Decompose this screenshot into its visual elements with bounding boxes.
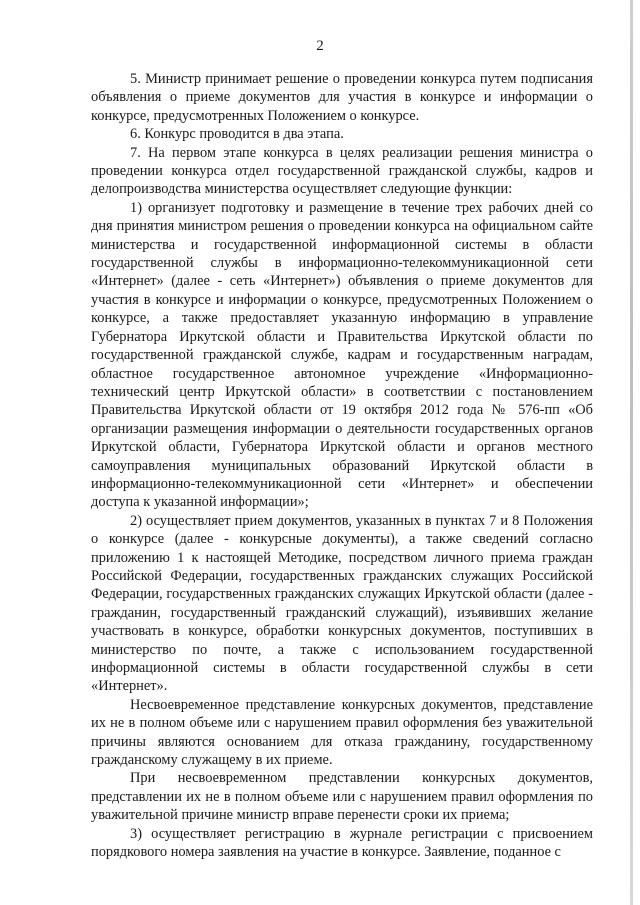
paragraph-item-7: 7. На первом этапе конкурса в целях реализации решения министра о проведении конкурса отдел государственной гражданской службы, кадров и делопроизводства министерства осуществляет следующие функции: [91,144,593,198]
page-number: 2 [316,38,324,54]
paragraph-item-5: 5. Министр принимает решение о проведении конкурса путем подписания объявления о приеме документов для участия в конкурсе и информации о конкурсе, предусмотренных Положением о конкурсе. [91,71,593,124]
paragraph-refusal-grounds: Несвоевременное представление конкурсных документов, представление их не в полном объеме или с нарушением правил оформления без уважительной причины являются основанием для отказа гражданину, государственному гражданскому служащему в их приеме. [91,696,593,769]
paragraph-item-6: 6. Конкурс проводится в два этапа. [130,126,344,143]
paragraph-deadline-extension: При несвоевременном представлении конкурсных документов, представлении их не в полном объеме или с нарушением правил оформления по уважительной причине министр вправе перенести сроки их приема; [91,770,593,824]
document-body [91,70,593,861]
paragraph-subitem-3: 3) осуществляет регистрацию в журнале регистрации с присвоением порядкового номера заявления на участие в конкурсе. Заявление, поданное с [91,825,593,861]
paragraph-subitem-2: 2) осуществляет прием документов, указанных в пунктах 7 и 8 Положения о конкурсе (далее - конкурсные документы), а также сведений согласно приложению 1 к настоящей Методике, посредством личного приема граждан Российской Федерации, государственных гражданских служащих Российской Федерации, государственных гражданских служащих Иркутской области (далее - гражданин, государственный гражданский служащий), изъявивших желание участвовать в конкурсе, обработки конкурсных документов, поступивших в министерство по почте, а также с использованием государственной информационной системы в области государственной службы в сети «Интернет». [91,512,593,695]
scan-edge-artifact [630,0,633,905]
paragraph-subitem-1: 1) организует подготовку и размещение в течение трех рабочих дней со дня принятия министром решения о проведении конкурса на официальном сайте министерства и государственной информационной системы в области государственной службы в информационно-телекоммуникационной сети «Интернет» (далее - сеть «Интернет») объявления о приеме документов для участия в конкурсе и информации о конкурсе, предусмотренных Положением о конкурсе, а также предоставляет указанную информацию в управление Губернатора Иркутской области и Правительства Иркутской области по государственной гражданской службе, кадрам и государственным наградам, областное государственное автономное учреждение «Информационно-технический центр Иркутской области» в соответствии с постановлением Правительства Иркутской области от 19 октября 2012 года № 576-пп «Об организации размещения информации о деятельности государственных органов Иркутской области, Губернатора Иркутской области и органов местного самоуправления муниципальных образований Иркутской области в информационно-телекоммуникационной сети «Интернет» и обеспечении доступа к указанной информации»; [91,199,593,511]
